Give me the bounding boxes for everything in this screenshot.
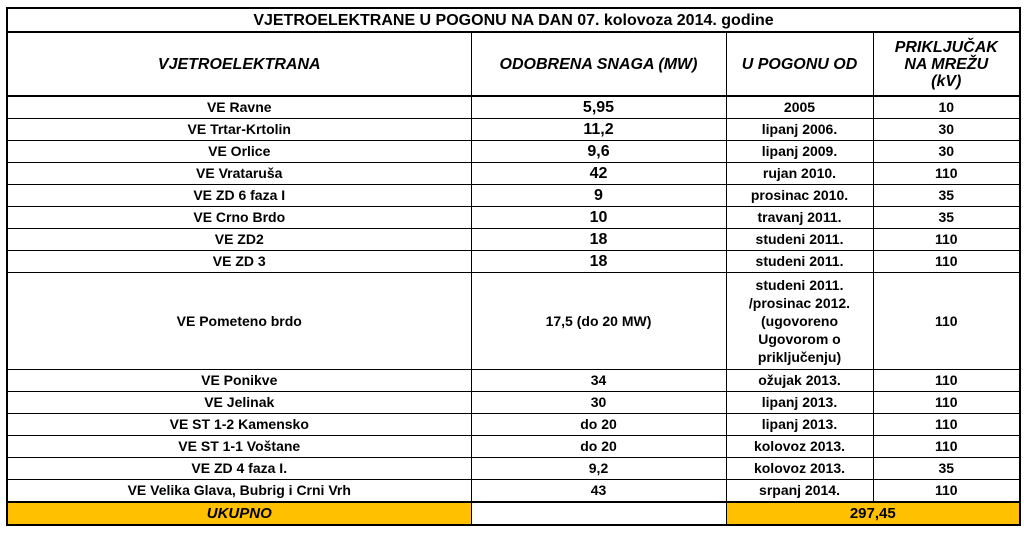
header-grid-line1: PRIKLJUČAK xyxy=(894,38,998,56)
cell-name: VE Velika Glava, Bubrig i Crni Vrh xyxy=(7,480,471,503)
cell-name: VE Jelinak xyxy=(7,392,471,414)
cell-since: prosinac 2010. xyxy=(726,185,873,207)
cell-name: VE ZD 4 faza I. xyxy=(7,458,471,480)
table-row xyxy=(7,96,1020,119)
cell-kv: 110 xyxy=(873,229,1020,251)
header-grid-line2: NA MREŽU xyxy=(904,55,989,73)
cell-kv: 35 xyxy=(873,458,1020,480)
cell-name: VE ZD 6 faza I xyxy=(7,185,471,207)
cell-power: 9,6 xyxy=(471,141,726,163)
header-since: U POGONU OD xyxy=(726,32,873,96)
header-row xyxy=(7,32,1020,96)
cell-kv: 110 xyxy=(873,273,1020,370)
table-row xyxy=(7,229,1020,251)
cell-since-line: priključenju) xyxy=(757,349,842,365)
cell-power: 11,2 xyxy=(471,119,726,141)
cell-since xyxy=(726,273,873,370)
cell-name: VE ST 1-1 Voštane xyxy=(7,436,471,458)
cell-since: srpanj 2014. xyxy=(726,480,873,503)
cell-power: 10 xyxy=(471,207,726,229)
cell-kv: 110 xyxy=(873,251,1020,273)
cell-name: VE ZD2 xyxy=(7,229,471,251)
cell-kv: 10 xyxy=(873,96,1020,119)
cell-since-line: Ugovorom o xyxy=(758,331,841,347)
table-title: VJETROELEKTRANE U POGONU NA DAN 07. kolovoza 2014. godine xyxy=(7,8,1020,32)
table-row xyxy=(7,458,1020,480)
cell-name: VE ZD 3 xyxy=(7,251,471,273)
cell-name: VE Ponikve xyxy=(7,370,471,392)
cell-kv: 110 xyxy=(873,370,1020,392)
cell-since: kolovoz 2013. xyxy=(726,436,873,458)
cell-name: VE Crno Brdo xyxy=(7,207,471,229)
table-row xyxy=(7,392,1020,414)
cell-since: rujan 2010. xyxy=(726,163,873,185)
cell-power: 43 xyxy=(471,480,726,503)
cell-power: 18 xyxy=(471,229,726,251)
cell-power: 17,5 (do 20 MW) xyxy=(471,273,726,370)
total-row xyxy=(7,502,1020,525)
total-label: UKUPNO xyxy=(7,502,471,525)
header-grid xyxy=(873,32,1020,96)
table-row xyxy=(7,480,1020,503)
cell-name: VE ST 1-2 Kamensko xyxy=(7,414,471,436)
total-value: 297,45 xyxy=(726,502,1020,525)
table-row xyxy=(7,185,1020,207)
cell-power: 34 xyxy=(471,370,726,392)
cell-since: lipanj 2013. xyxy=(726,392,873,414)
table-row xyxy=(7,141,1020,163)
cell-since: travanj 2011. xyxy=(726,207,873,229)
table-row xyxy=(7,119,1020,141)
table-row xyxy=(7,370,1020,392)
cell-name: VE Vrataruša xyxy=(7,163,471,185)
cell-power: 42 xyxy=(471,163,726,185)
cell-kv: 110 xyxy=(873,163,1020,185)
cell-since: kolovoz 2013. xyxy=(726,458,873,480)
cell-since: 2005 xyxy=(726,96,873,119)
cell-kv: 110 xyxy=(873,436,1020,458)
cell-kv: 110 xyxy=(873,480,1020,503)
table-row xyxy=(7,251,1020,273)
cell-kv: 110 xyxy=(873,414,1020,436)
title-row xyxy=(7,8,1020,32)
cell-since: studeni 2011. xyxy=(726,229,873,251)
cell-kv: 110 xyxy=(873,392,1020,414)
cell-power: do 20 xyxy=(471,436,726,458)
header-name: VJETROELEKTRANA xyxy=(7,32,471,96)
cell-name: VE Trtar-Krtolin xyxy=(7,119,471,141)
cell-power: do 20 xyxy=(471,414,726,436)
header-grid-line3: (kV) xyxy=(931,72,962,90)
cell-power: 30 xyxy=(471,392,726,414)
cell-kv: 35 xyxy=(873,207,1020,229)
cell-since-line: (ugovoreno xyxy=(761,313,838,329)
cell-kv: 30 xyxy=(873,141,1020,163)
cell-since: lipanj 2013. xyxy=(726,414,873,436)
total-blank xyxy=(471,502,726,525)
cell-kv: 35 xyxy=(873,185,1020,207)
wind-farms-table xyxy=(6,7,1021,526)
cell-power: 18 xyxy=(471,251,726,273)
table-row xyxy=(7,207,1020,229)
cell-since: studeni 2011. xyxy=(726,251,873,273)
cell-name: VE Pometeno brdo xyxy=(7,273,471,370)
cell-power: 9,2 xyxy=(471,458,726,480)
cell-power: 5,95 xyxy=(471,96,726,119)
cell-power: 9 xyxy=(471,185,726,207)
table-row xyxy=(7,414,1020,436)
cell-since: ožujak 2013. xyxy=(726,370,873,392)
cell-name: VE Orlice xyxy=(7,141,471,163)
cell-name: VE Ravne xyxy=(7,96,471,119)
cell-since-line: studeni 2011. xyxy=(755,277,844,293)
header-power: ODOBRENA SNAGA (MW) xyxy=(471,32,726,96)
table-row xyxy=(7,273,1020,370)
cell-kv: 30 xyxy=(873,119,1020,141)
cell-since: lipanj 2009. xyxy=(726,141,873,163)
cell-since: lipanj 2006. xyxy=(726,119,873,141)
cell-since-line: /prosinac 2012. xyxy=(748,295,851,311)
report-table-wrapper xyxy=(6,7,1019,526)
table-row xyxy=(7,163,1020,185)
table-row xyxy=(7,436,1020,458)
